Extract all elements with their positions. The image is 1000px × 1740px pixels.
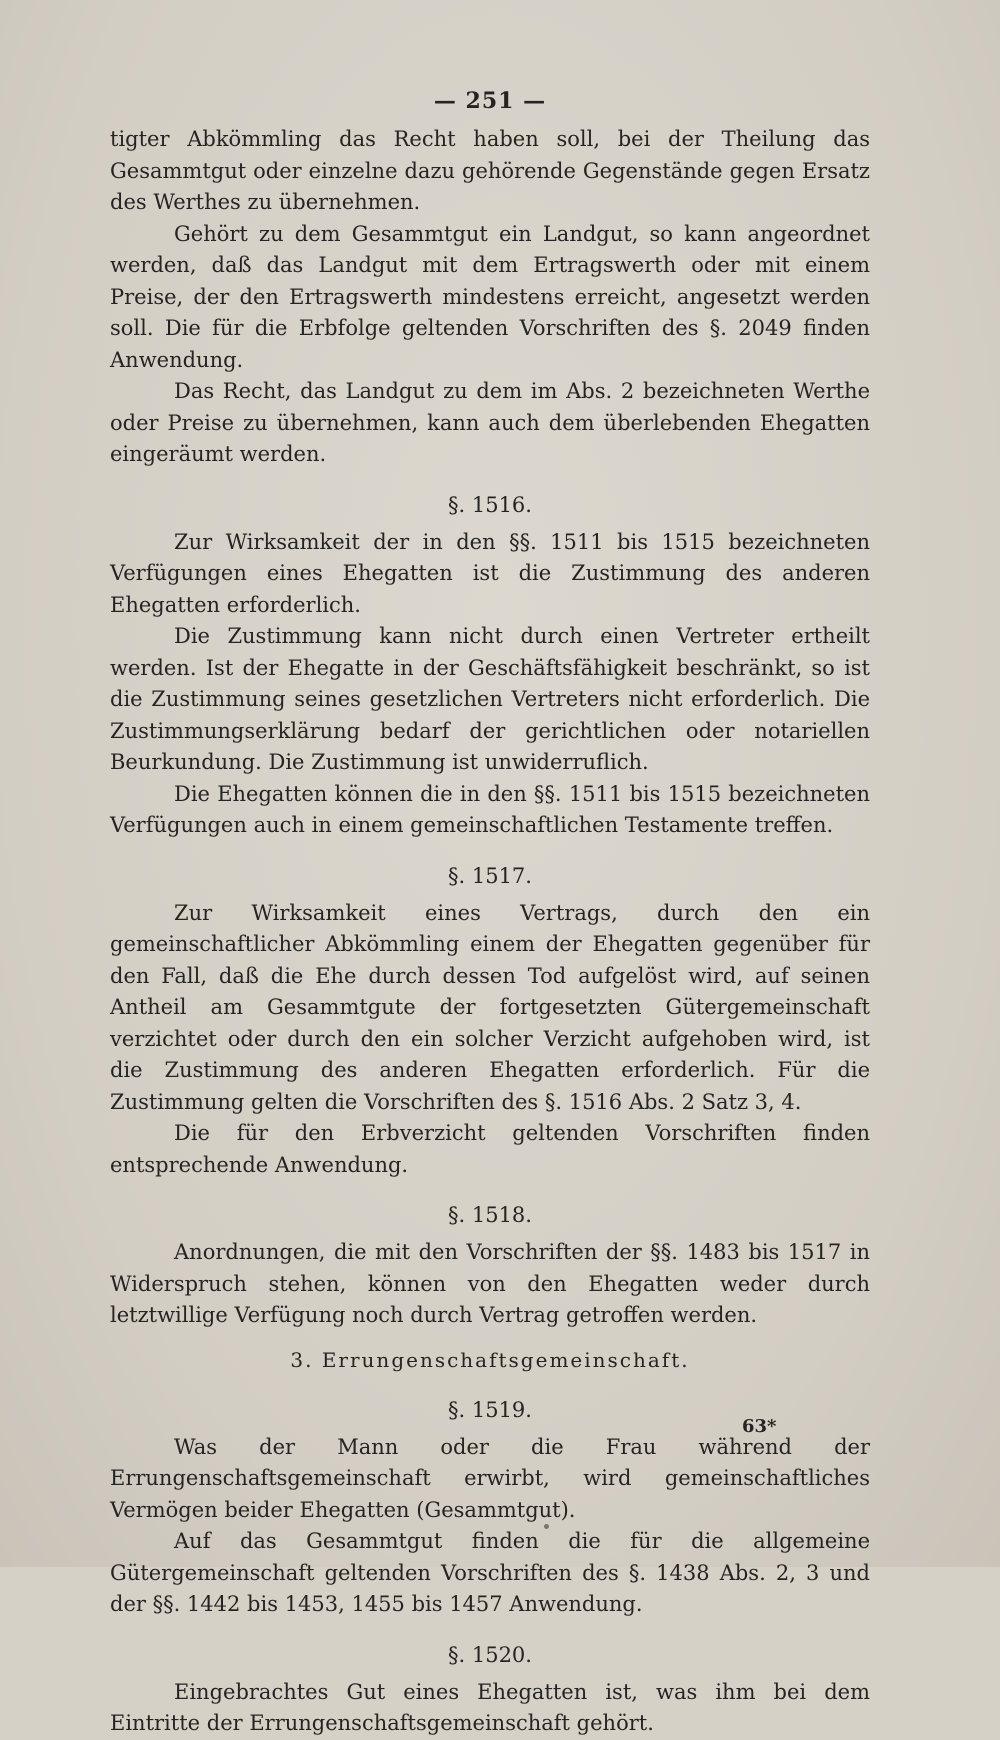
paragraph: tigter Abkömmling das Recht haben soll, bei der Theilung das Gesammtgut oder einzelne dazu gehörende Gegenstände gegen Ersatz des Werthes zu übernehmen. — [110, 127, 870, 214]
paragraph: Auf das Gesammtgut finden die für die allgemeine Gütergemeinschaft geltenden Vorschriften des §. 1438 Abs. 2, 3 und der §§. 1442 bis 1453, 1455 bis 1457 Anwendung. — [110, 1529, 870, 1616]
paragraph: Gehört zu dem Gesammtgut ein Landgut, so kann angeordnet werden, daß das Landgut mit dem Ertragswerth oder mit einem Preise, der den Ertragswerth mindestens erreicht, angesetzt werden soll. Die für die Erbfolge geltenden Vorschriften des §. 2049 finden Anwendung. — [110, 221, 870, 372]
paragraph: Die für den Erbverzicht geltenden Vorschriften finden entsprechende Anwendung. — [110, 1121, 870, 1177]
paragraph: Zur Wirksamkeit eines Vertrags, durch den ein gemeinschaftlicher Abkömmling einem der Ehegatten gegenüber für den Fall, daß die Ehe durch dessen Tod aufgelöst wird, auf seinen Antheil am Gesammtgute der fortgesetzten Gütergemeinschaft verzichtet oder durch den ein solcher Verzicht aufgehoben wird, ist die Zustimmung des anderen Ehegatten erforderlich. Für die Zustimmung gelten die Vorschriften des §. 1516 Abs. 2 Satz 3, 4. — [110, 900, 870, 1114]
section-heading: §. 1517. — [448, 863, 532, 888]
section-heading: §. 1516. — [448, 492, 532, 517]
paragraph: Was der Mann oder die Frau während der Errungenschaftsgemeinschaft erwirbt, wird gemeinschaftliches Vermögen beider Ehegatten (Gesammtgut). — [110, 1434, 870, 1522]
section-heading: §. 1520. — [448, 1642, 532, 1667]
signature-mark: 63* — [742, 1416, 777, 1437]
text-blocks — [110, 124, 870, 1740]
paragraph: Die Ehegatten können die in den §§. 1511 bis 1515 bezeichneten Verfügungen auch in einem gemeinschaftlichen Testamente treffen. — [110, 781, 870, 837]
paragraph: Das Recht, das Landgut zu dem im Abs. 2 bezeichneten Werthe oder Preise zu übernehmen, kann auch dem überlebenden Ehegatten eingeräumt werden. — [110, 379, 870, 466]
ink-speck — [544, 1524, 549, 1529]
page-body — [110, 84, 870, 1740]
section-heading: §. 1519. — [448, 1397, 532, 1422]
paragraph: Anordnungen, die mit den Vorschriften der §§. 1483 bis 1517 in Widerspruch stehen, können von den Ehegatten weder durch letztwillige Verfügung noch durch Vertrag getroffen werden. — [110, 1240, 870, 1327]
paragraph: Die Zustimmung kann nicht durch einen Vertreter ertheilt werden. Ist der Ehegatte in der Geschäftsfähigkeit beschränkt, so ist die Zustimmung seines gesetzlichen Vertreters nicht erforderlich. Die Zustimmungserklärung bedarf der gerichtlichen oder notariellen Beurkundung. Die Zustimmung ist unwiderruflich. — [110, 624, 870, 774]
chapter-heading: 3. Errungenschaftsgemeinschaft. — [290, 1347, 690, 1372]
paragraph: Zur Wirksamkeit der in den §§. 1511 bis 1515 bezeichneten Verfügungen eines Ehegatten ist die Zustimmung des anderen Ehegatten erforderlich. — [110, 529, 870, 617]
section-heading: §. 1518. — [448, 1203, 532, 1227]
page-number: — 251 — — [433, 88, 547, 114]
paragraph: Eingebrachtes Gut eines Ehegatten ist, was ihm bei dem Eintritte der Errungenschaftsgemeinschaft gehört. — [110, 1679, 870, 1735]
